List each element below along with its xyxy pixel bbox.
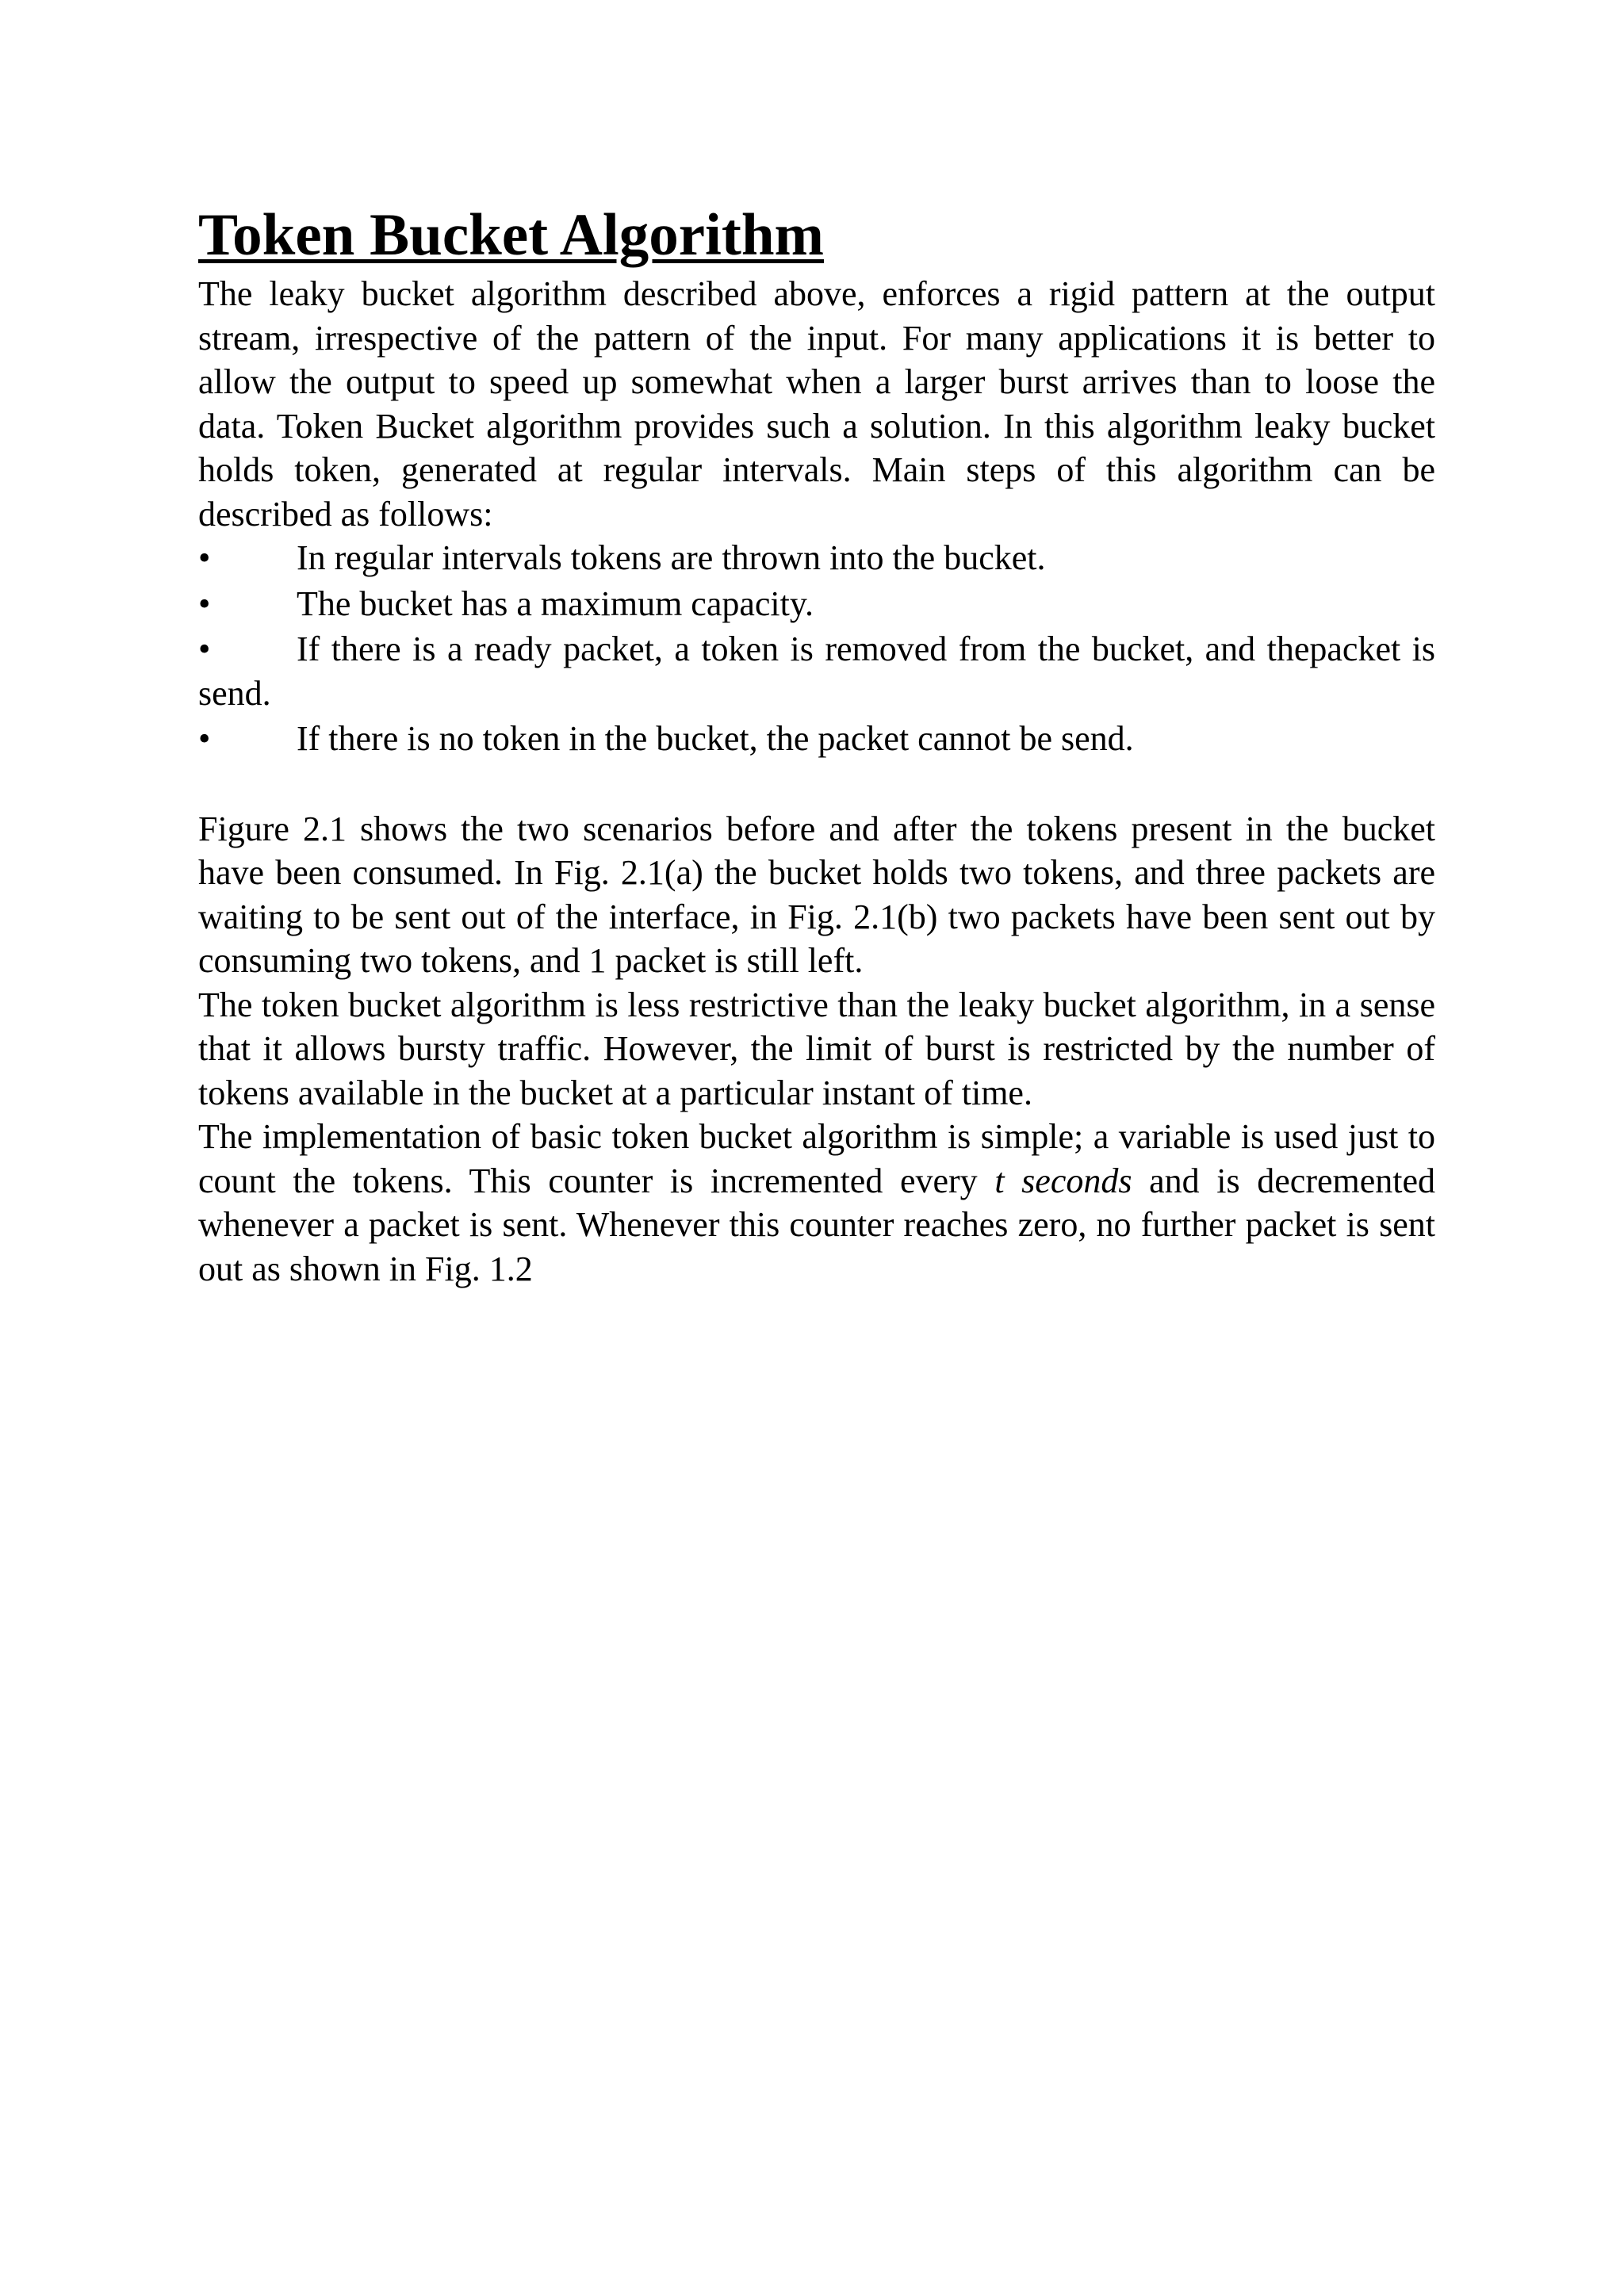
list-item bbox=[198, 627, 1435, 715]
figure-paragraph: Figure 2.1 shows the two scenarios before and after the tokens present in the bucket have been consumed. In Fig. 2.1(a) the bucket holds two tokens, and three packets are waiting to be sent out of the interface, in Fig. 2.1(b) two packets have been sent out by consuming two tokens, and 1 packet is still left. bbox=[198, 809, 1435, 980]
implementation-text-end: and is decremented whenever a packet is sent. Whenever this counter reaches zero, no further packet is sent out as shown in Fig. 1.2 bbox=[198, 1161, 1436, 1288]
document-page bbox=[198, 202, 1435, 1291]
list-item bbox=[198, 536, 1435, 580]
implementation-paragraph bbox=[198, 1115, 1435, 1291]
implementation-text-italic: t seconds bbox=[994, 1161, 1132, 1200]
list-item bbox=[198, 582, 1435, 626]
steps-list bbox=[198, 536, 1435, 761]
bullet-icon: • bbox=[198, 584, 211, 623]
list-item-text: If there is no token in the bucket, the packet cannot be send. bbox=[297, 719, 1134, 758]
list-item bbox=[198, 717, 1435, 761]
intro-paragraph: The leaky bucket algorithm described above, enforces a rigid pattern at the output stream, irrespective of the pattern of the input. For many applications it is better to allow the output to speed up somewhat when a larger burst arrives than to loose the data. Token Bucket algorithm provides such a solution. In this algorithm leaky bucket holds token, generated at regular intervals. Main steps of this algorithm can be described as follows: bbox=[198, 274, 1435, 534]
list-item-text: The bucket has a maximum capacity. bbox=[297, 584, 814, 623]
implementation-text-start: The implementation of basic token bucket algorithm is simple; a variable is used just to count the tokens. This counter is incremented every bbox=[198, 1117, 1435, 1200]
paragraph-spacer bbox=[198, 763, 1435, 807]
restrictive-paragraph: The token bucket algorithm is less restrictive than the leaky bucket algorithm, in a sense that it allows bursty traffic. However, the limit of burst is restricted by the number of tokens available in the bucket at a particular instant of time. bbox=[198, 985, 1435, 1112]
bullet-icon: • bbox=[198, 538, 211, 577]
list-item-text: In regular intervals tokens are thrown into the bucket. bbox=[297, 538, 1046, 577]
bullet-icon: • bbox=[198, 719, 211, 758]
bullet-icon: • bbox=[198, 629, 211, 668]
list-item-text: If there is a ready packet, a token is removed from the bucket, and thepacket is send. bbox=[198, 629, 1435, 713]
page-title: Token Bucket Algorithm bbox=[198, 202, 825, 268]
